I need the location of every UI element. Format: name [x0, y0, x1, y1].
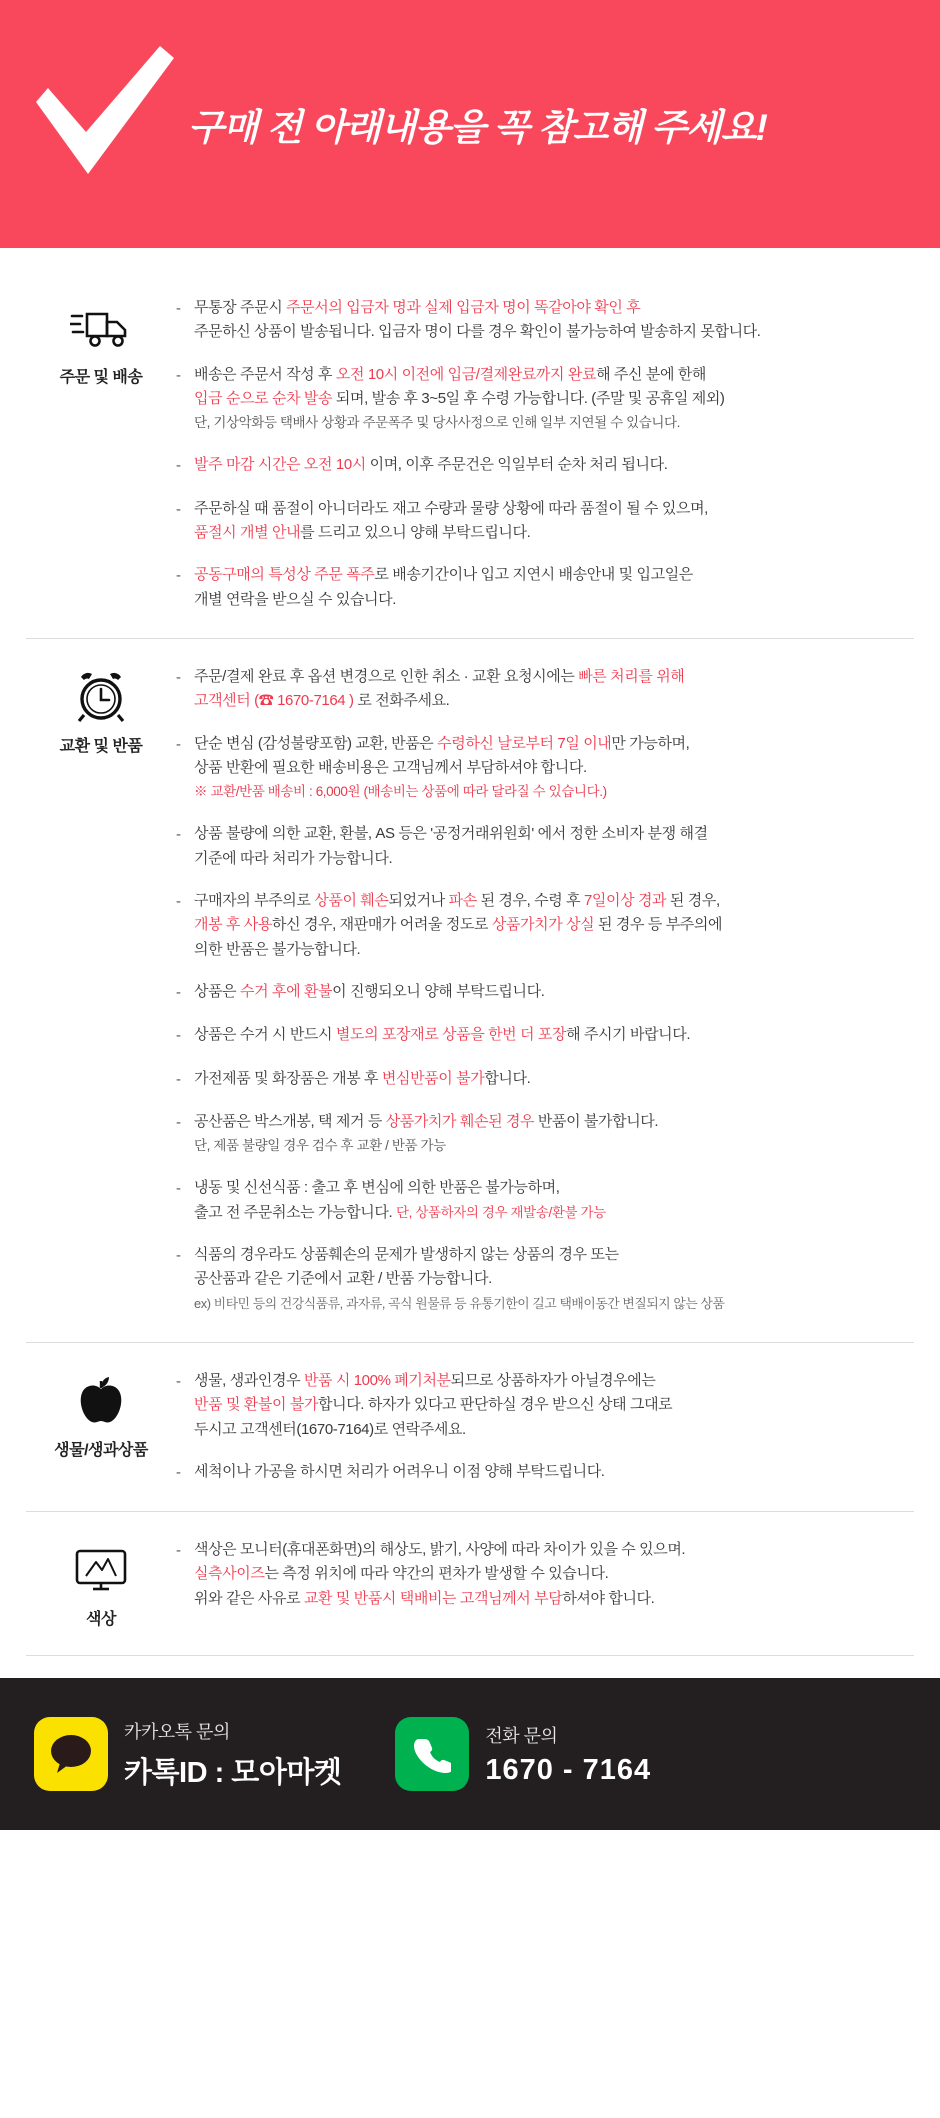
section-body-color	[176, 1538, 914, 1629]
bullet-dash: -	[176, 1180, 181, 1198]
item-text: 냉동 및 신선식품 : 출고 후 변심에 의한 반품은 불가능하며, 출고 전 주문취소는 가능합니다. 단, 상품하자의 경우 재발송/환불 가능	[194, 1179, 606, 1221]
list-item	[176, 1176, 900, 1225]
bullet-dash: -	[176, 735, 181, 753]
list-item	[176, 1067, 900, 1092]
section-exchange	[26, 639, 914, 1343]
list-item	[176, 296, 900, 345]
bullet-dash: -	[176, 500, 181, 518]
list-item	[176, 665, 900, 714]
list-item	[176, 889, 900, 962]
apple-icon	[77, 1373, 125, 1429]
kakao-talk-icon	[34, 1717, 108, 1791]
bullet-dash: -	[176, 1027, 181, 1045]
bullet-dash: -	[176, 1372, 181, 1390]
page-title: 구매 전 아래내용을 꼭 참고해 주세요!	[188, 107, 767, 148]
item-text: 세척이나 가공을 하시면 처리가 어려우니 이점 양해 부탁드립니다.	[194, 1462, 605, 1480]
list-item	[176, 1460, 900, 1485]
item-text: 가전제품 및 화장품은 개봉 후 변심반품이 불가합니다.	[194, 1069, 531, 1087]
kakao-id: 카톡ID : 모아마켓	[124, 1756, 342, 1789]
truck-icon	[70, 300, 132, 356]
item-text: 주문/결제 완료 후 옵션 변경으로 인한 취소 · 교환 요청시에는 빠른 처리를 위해 고객센터 (☎ 1670-7164 ) 로 전화주세요.	[194, 667, 685, 710]
bullet-dash: -	[176, 668, 181, 686]
item-text: 무통장 주문시 주문서의 입금자 명과 실제 입금자 명이 똑같아야 확인 후 주문하신 상품이 발송됩니다. 입금자 명이 다를 경우 확인이 불가능하여 발송하지 못합니다.	[194, 299, 761, 341]
item-text: 공동구매의 특성상 주문 폭주로 배송기간이나 입고 지연시 배송안내 및 입고일은 개별 연락을 받으실 수 있습니다.	[194, 566, 693, 608]
bullet-dash: -	[176, 1463, 181, 1481]
section-shipping	[26, 270, 914, 639]
section-fresh-goods	[26, 1343, 914, 1512]
list-item	[176, 1538, 900, 1611]
list-item	[176, 497, 900, 546]
bullet-dash: -	[176, 1247, 181, 1265]
item-text: 식품의 경우라도 상품훼손의 문제가 발생하지 않는 상품의 경우 또는 공산품과 같은 기준에서 교환 / 반품 가능합니다. ex) 비타민 등의 건강식품류, 과자류, 곡식 원물류 등 유통기한이 길고 택배이동간 변질되지 않는 상품	[194, 1246, 725, 1311]
list-item	[176, 1243, 900, 1316]
section-body-fresh	[176, 1369, 914, 1485]
section-body-exchange	[176, 665, 914, 1316]
bullet-dash: -	[176, 1542, 181, 1560]
kakao-title: 카카오톡 문의	[124, 1721, 230, 1742]
page-header	[0, 0, 940, 248]
item-text: 공산품은 박스개봉, 택 제거 등 상품가치가 훼손된 경우 반품이 불가합니다. 단, 제품 불량일 경우 검수 후 교환 / 반품 가능	[194, 1112, 659, 1154]
phone-title: 전화 문의	[485, 1725, 558, 1746]
item-text: 상품은 수거 시 반드시 별도의 포장재로 상품을 한번 더 포장해 주시기 바랍니다.	[194, 1026, 691, 1044]
bullet-dash: -	[176, 893, 181, 911]
check-icon	[28, 40, 178, 200]
list-item	[176, 732, 900, 805]
phone-contact[interactable]	[395, 1717, 651, 1791]
bullet-dash: -	[176, 300, 181, 317]
section-label: 생물/생과상품	[54, 1441, 148, 1459]
list-item	[176, 453, 900, 478]
item-text: 상품 불량에 의한 교환, 환불, AS 등은 '공정거래위원회' 에서 정한 소비자 분쟁 해결 기준에 따라 처리가 가능합니다.	[194, 825, 708, 867]
bullet-dash: -	[176, 567, 181, 585]
section-label: 주문 및 배송	[59, 369, 143, 386]
item-text: 발주 마감 시간은 오전 10시 이며, 이후 주문건은 익일부터 순차 처리 됩니다.	[194, 456, 668, 474]
list-item	[176, 980, 900, 1005]
phone-number: 1670 - 7164	[485, 1753, 652, 1786]
item-text: 생물, 생과인경우 반품 시 100% 폐기처분되므로 상품하자가 아닐경우에는 반품 및 환불이 불가합니다. 하자가 있다고 판단하실 경우 받으신 상태 그대로 두시고 고객센터(1670-7164)로 연락주세요.	[194, 1371, 673, 1438]
item-text: 주문하실 때 품절이 아니더라도 재고 수량과 물량 상황에 따라 품절이 될 수 있으며, 품절시 개별 안내를 드리고 있으니 양해 부탁드립니다.	[194, 499, 708, 542]
section-icon-color	[26, 1538, 176, 1629]
item-text: 상품은 수거 후에 환불이 진행되오니 양해 부탁드립니다.	[194, 982, 545, 1000]
list-item	[176, 1110, 900, 1159]
bullet-dash: -	[176, 457, 181, 475]
section-label: 교환 및 반품	[59, 737, 143, 755]
page-footer	[0, 1678, 940, 1830]
list-item	[176, 363, 900, 436]
section-icon-shipping	[26, 296, 176, 612]
item-text: 배송은 주문서 작성 후 오전 10시 이전에 입금/결제완료까지 완료해 주신 분에 한해 입금 순으로 순차 발송 되며, 발송 후 3~5일 후 수령 가능합니다. (주말 및 공휴일 제외) 단, 기상악화등 택배사 상황과 주문폭주 및 당사사정으로 인해 일부 지연될 수 있습니다.	[194, 365, 725, 431]
list-item	[176, 563, 900, 612]
section-label: 색상	[86, 1611, 116, 1629]
section-body-shipping	[176, 296, 914, 612]
section-icon-exchange	[26, 665, 176, 1316]
bullet-dash: -	[176, 1113, 181, 1131]
monitor-icon	[72, 1542, 130, 1598]
list-item	[176, 1023, 900, 1048]
bullet-dash: -	[176, 366, 181, 384]
notice-sections	[0, 248, 940, 1656]
list-item	[176, 1369, 900, 1442]
alarm-clock-icon	[72, 669, 130, 725]
bullet-dash: -	[176, 826, 181, 844]
section-icon-fresh	[26, 1369, 176, 1485]
item-text: 구매자의 부주의로 상품이 훼손되었거나 파손 된 경우, 수령 후 7일이상 경과 된 경우, 개봉 후 사용하신 경우, 재판매가 어려울 정도로 상품가치가 상실 된 경우 등 부주의에 의한 반품은 불가능합니다.	[194, 892, 723, 958]
list-item	[176, 822, 900, 871]
bullet-dash: -	[176, 1070, 181, 1088]
kakao-contact[interactable]	[34, 1717, 341, 1791]
phone-icon	[395, 1717, 469, 1791]
section-color	[26, 1512, 914, 1656]
bullet-dash: -	[176, 983, 181, 1001]
item-text: 단순 변심 (감성불량포함) 교환, 반품은 수령하신 날로부터 7일 이내만 가능하며, 상품 반환에 필요한 배송비용은 고객님께서 부담하셔야 합니다. ※ 교환/반품 배송비 : 6,000원 (배송비는 상품에 따라 달라질 수 있습니다.)	[194, 734, 690, 800]
item-text: 색상은 모니터(휴대폰화면)의 해상도, 밝기, 사양에 따라 차이가 있을 수 있으며. 실측사이즈는 측정 위치에 따라 약간의 편차가 발생할 수 있습니다. 위와 같은 사유로 교환 및 반품시 택배비는 고객님께서 부담하셔야 합니다.	[194, 1541, 686, 1607]
